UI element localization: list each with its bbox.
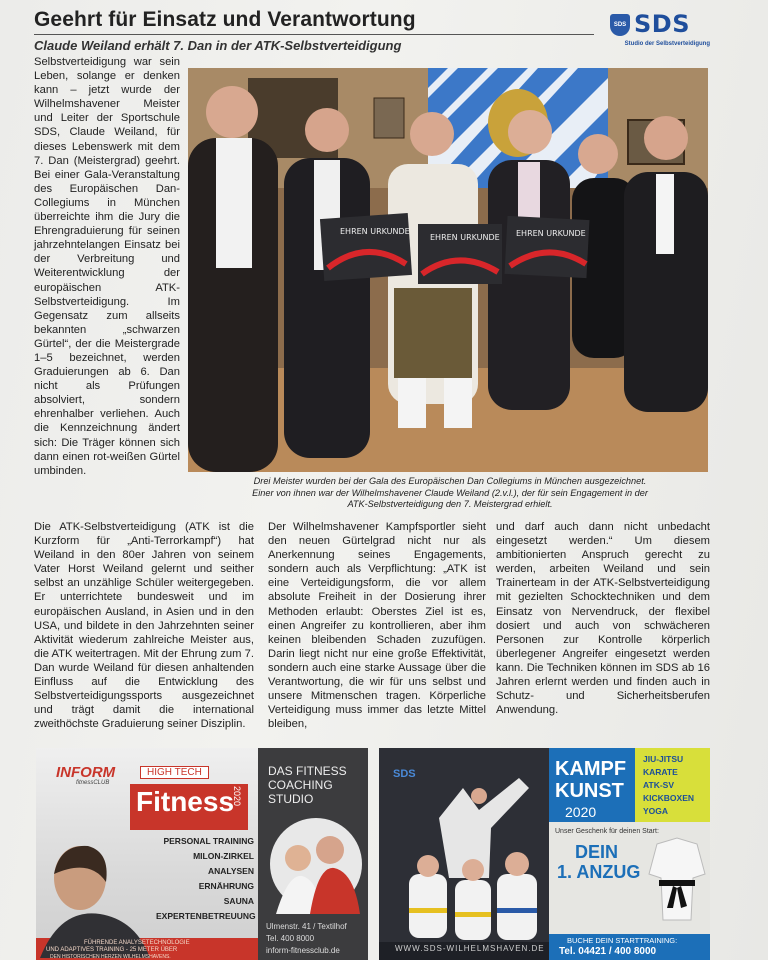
certificate-3-label: EHREN URKUNDE xyxy=(516,229,586,238)
article-column-2: Der Wilhelmshavener Kampfsportler sieht den neuen Gürtelgrad nicht nur als Anerkennung seines Engagements, sondern auch als Verpflichtung: „ATK ist eine Verteidigungsform, die vor allem absolute Freiheit in der Dosierung ihrer Methoden erlaubt: Oberstes Ziel ist es, einen Angreifer zu kontrollieren, aber ihm keinen bleibenden Schaden zuzufügen. Darin liegt nicht nur eine große Effektivität, sondern auch eine starke Aussage über die Verantwortung, die wir für uns selbst und unsere Mitmenschen tragen. Körperliche Verteidigung muss immer das letzte Mittel bleiben, xyxy=(268,521,486,731)
kampfkunst-advertisement xyxy=(379,748,710,960)
cta-label: BUCHE DEIN STARTTRAINING: xyxy=(567,936,678,945)
fitness-service-item: ANALYSEN xyxy=(208,866,254,876)
discipline-item: JIU-JITSU xyxy=(643,754,684,764)
kampfkunst-sds-logo: SDS xyxy=(393,768,416,780)
fitness-footer-line-1: FÜHRENDE ANALYSETECHNOLOGIE xyxy=(84,940,190,946)
high-tech-ribbon: HIGH TECH xyxy=(140,766,209,779)
fitness-web: inform-fitnessclub.de xyxy=(266,946,340,955)
kampfkunst-title-line-1: KAMPF xyxy=(555,758,627,780)
fitness-phone: Tel. 400 8000 xyxy=(266,934,315,943)
cta-phone: Tel. 04421 / 400 8000 xyxy=(559,946,657,957)
fitness-address: Ulmenstr. 41 / Textilhof xyxy=(266,922,347,931)
studio-line-2: COACHING xyxy=(268,778,333,792)
article-subheadline: Claude Weiland erhält 7. Dan in der ATK-Selbstverteidigung xyxy=(34,38,402,53)
fitness-services-list xyxy=(156,834,254,924)
article-column-left: Selbstverteidigung war sein Leben, solange er denken kann – jetzt wurde der Wilhelmshavener Meister und Leiter der Sportschule SDS, Claude Weiland, für dieses Lebenswerk mit dem 7. Dan (Meistergrad) geehrt. Bei einer Gala-Veranstaltung des Europäischen Dan-Collegiums in München überreichte ihm die Jury die Ehrengraduierung für seinen jahrzehntelangen Einsatz bei der Verbreitung und Weiterentwicklung der europäischen ATK-Selbstverteidigung. Im Gegensatz zum allseits bekannten „schwarzen Gürtel“, der die Meistergrade 1–5 bezeichnet, werden Graduierungen ab 6. Dan nicht als Prüfungen absolviert, sondern ehrenhalber verliehen. Auch die Kennzeichnung ändert sich: Die Träger können sich dann einen rot-weißen Gürtel umbinden. xyxy=(34,56,180,477)
fitness-footer-line-2: UND ADAPTIVES TRAINING - 25 METER ÜBER xyxy=(46,947,178,953)
kampfkunst-web: WWW.SDS-WILHELMSHAVEN.DE xyxy=(395,944,545,953)
discipline-item: ATK-SV xyxy=(643,780,675,790)
fitness-footer-line-3: DEN HISTORISCHEN HERZEN WILHELMSHAVENS. xyxy=(50,954,171,960)
gift-big-line-2: 1. ANZUG xyxy=(557,862,641,882)
fitness-year: 2020 xyxy=(232,786,242,807)
fitness-advertisement xyxy=(36,748,368,960)
fitness-title: Fitness xyxy=(136,786,235,817)
certificate-1-label: EHREN URKUNDE xyxy=(340,227,410,236)
kampfkunst-year: 2020 xyxy=(565,804,597,820)
gift-line: Unser Geschenk für deinen Start: xyxy=(555,828,659,835)
article-column-3: und darf auch dann nicht unbedacht eingesetzt werden.“ Um diesem ambitionierten Anspruch gerecht zu werden, arbeiten Weiland und sein Trainerteam in der ATK-Selbstverteidigung mit gezielten Schocktechniken und dem Einsatz von Nervendruck, der flexibel dosiert und auch von schwächeren Personen zur Kontrolle körperlich überlegener Angreifer eingesetzt werden kann. Die Techniken können im SDS ab 16 Jahren erlernt werden und finden auch in Schutz- und Sicherheitsberufen Anwendung. xyxy=(496,521,710,717)
studio-line-3: STUDIO xyxy=(268,792,314,806)
article-column-1b: Die ATK-Selbstverteidigung (ATK ist die Kurzform für „Anti-Terrorkampf“) hat Weiland in den 80er Jahren von seinem Vater Horst Weiland gelernt und seither selbst an unzählige Schüler weitergegeben. Er unterrichtete bundesweit und im europäischen Ausland, in Asien und in den USA, und bildete in den Jahrzehnten seiner Aktivität wiederum zahlreiche Meister aus, die ATK weitertragen. Mit der Ehrung zum 7. Dan wurde Weiland für diesen anhaltenden Einfluss auf die Entwicklung des Selbstverteidigungssports ausgezeichnet und trägt damit die international zweithöchste Graduierung seiner Disziplin. xyxy=(34,521,254,731)
fitness-service-item: MILON-ZIRKEL xyxy=(193,851,254,861)
photo-illustration xyxy=(188,68,708,472)
caption-line: ATK-Selbstverteidigung den 7. Meistergrad erhielt. xyxy=(347,499,553,509)
discipline-item: KARATE xyxy=(643,767,678,777)
karate-uniform-icon xyxy=(647,834,707,924)
sds-shield-icon: SDS xyxy=(610,14,630,36)
kampfkunst-title-line-2: KUNST xyxy=(555,780,624,802)
fitness-service-item: ERNÄHRUNG xyxy=(198,881,254,891)
studio-couple-photo xyxy=(268,810,364,916)
fitness-service-item: EXPERTENBETREUUNG xyxy=(156,911,256,921)
caption-line: Drei Meister wurden bei der Gala des Europäischen Dan Collegiums in München ausgezeichnet. xyxy=(253,476,647,486)
article-headline: Geehrt für Einsatz und Verantwortung xyxy=(34,8,594,35)
discipline-item: YOGA xyxy=(643,806,669,816)
certificate-2-label: EHREN URKUNDE xyxy=(430,233,500,242)
sds-logo-text: SDS xyxy=(634,10,690,38)
sds-logo xyxy=(610,12,710,52)
kampfkunst-disciplines-box xyxy=(635,748,710,822)
fitness-service-item: SAUNA xyxy=(223,896,254,906)
studio-line-1: DAS FITNESS xyxy=(268,764,347,778)
inform-brand: INFORM xyxy=(56,764,116,781)
caption-line: Einer von ihnen war der Wilhelmshavener Claude Weiland (2.v.l.), der für sein Engagement in der xyxy=(252,487,648,498)
inform-brand-sub: fitnessCLUB xyxy=(76,780,110,786)
photo-caption xyxy=(200,476,700,511)
fitness-service-item: PERSONAL TRAINING xyxy=(163,836,254,846)
article-photo xyxy=(188,68,708,472)
sds-logo-subtitle: Studio der Selbstverteidigung xyxy=(624,41,710,47)
gift-big-line-1: DEIN xyxy=(575,842,619,862)
discipline-item: KICKBOXEN xyxy=(643,793,695,803)
